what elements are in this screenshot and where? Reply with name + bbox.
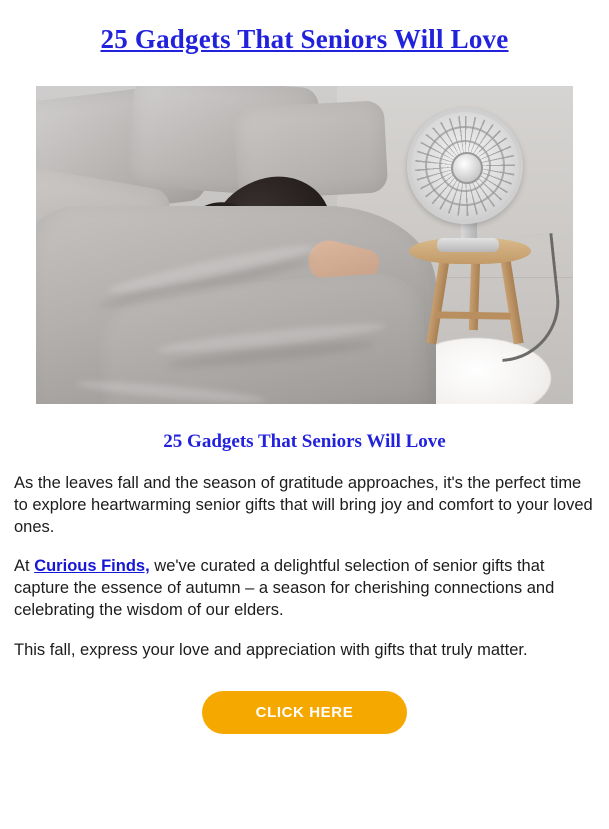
hero-image-canvas (36, 86, 573, 404)
body-copy (14, 473, 595, 661)
paragraph-2-suffix: we've curated a delightful selection of senior gifts that capture the essence of autumn – a season for cherishing connections and celebrating the wisdom of our elders. (14, 557, 555, 619)
hero-image[interactable] (36, 86, 573, 404)
paragraph-2-prefix: At (14, 557, 35, 576)
page-title-link[interactable]: 25 Gadgets That Seniors Will Love (100, 24, 509, 54)
paragraph-1: As the leaves fall and the season of gratitude approaches, it's the perfect time to explore heartwarming senior gifts that will bring joy and comfort to your loved ones. (14, 474, 593, 536)
sub-title (0, 431, 609, 453)
fan-hub (451, 152, 483, 184)
paragraph-3: This fall, express your love and appreciation with gifts that truly matter. (14, 640, 528, 659)
sub-title-link[interactable]: 25 Gadgets That Seniors Will Love (163, 431, 446, 452)
curious-finds-link[interactable]: Curious Finds, (34, 557, 150, 576)
page-title (0, 24, 609, 55)
fan-icon (407, 108, 523, 224)
cta-container (0, 691, 609, 734)
paragraph-2 (14, 556, 595, 621)
click-here-button[interactable]: CLICK HERE (202, 691, 408, 734)
stool-crossbar (435, 311, 511, 319)
fan-base (437, 238, 499, 252)
email-newsletter-page (0, 24, 609, 829)
